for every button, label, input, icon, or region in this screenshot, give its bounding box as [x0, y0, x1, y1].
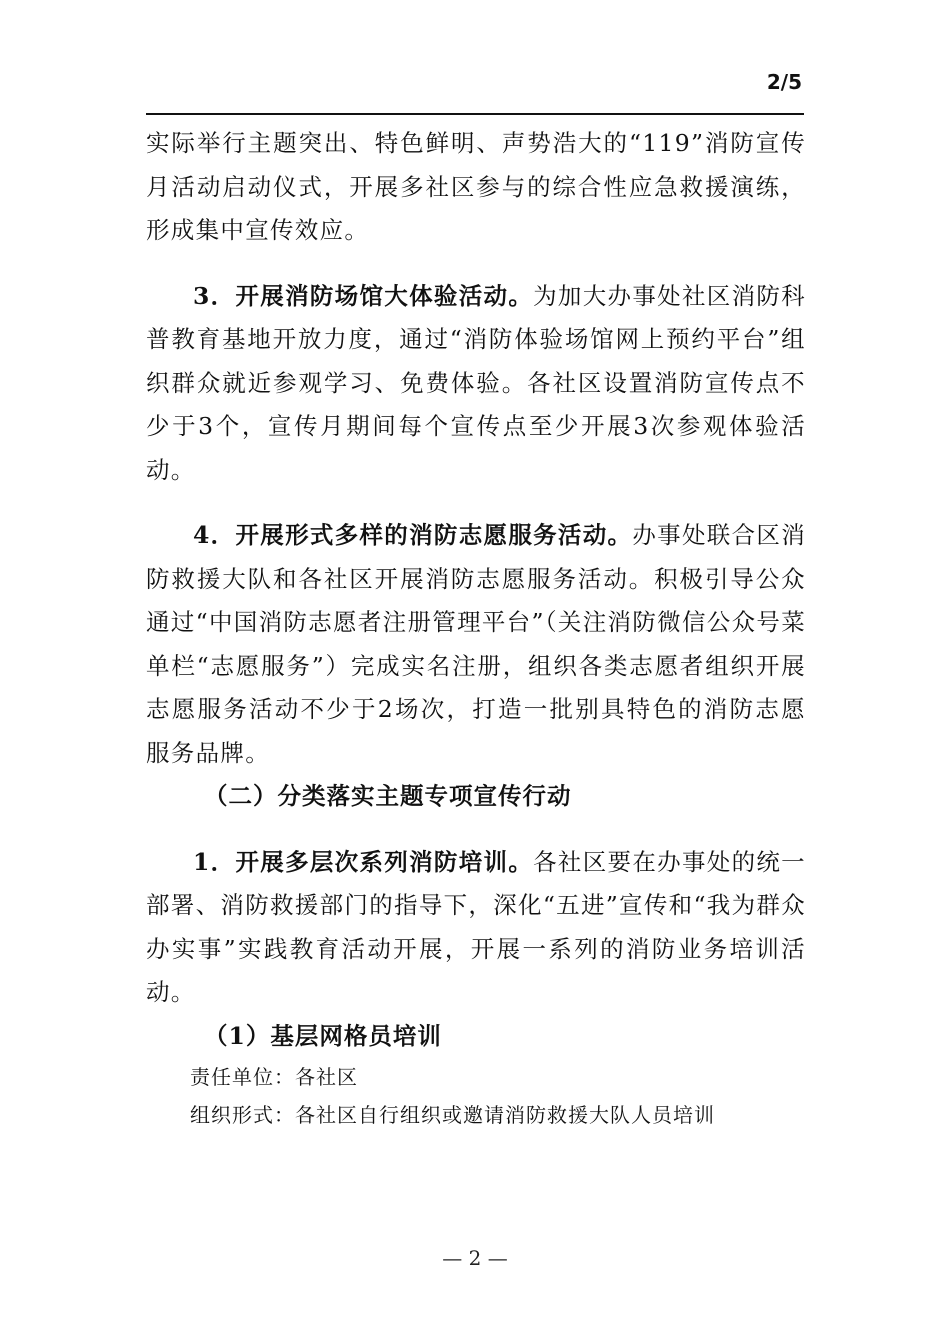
section-heading: （二）分类落实主题专项宣传行动: [204, 782, 572, 810]
paragraph-text: 为加大办事处社区消防科普教育基地开放力度，通过“消防体验场馆网上预约平台”组织群众就近参观学习、免费体验。各社区设置消防宣传点不少于3个，宣传月期间每个宣传点至少开展3次参观体验活动。: [146, 281, 806, 484]
paragraph-text: 各社区要在办事处的统一部署、消防救援部门的指导下，深化“五进”宣传和“我为群众办实事”实践教育活动开展，开展一系列的消防业务培训活动。: [146, 847, 806, 1006]
organization-form-line: 组织形式：各社区自行组织或邀请消防救援大队人员培训: [190, 1103, 715, 1127]
document-body: [146, 122, 806, 1134]
paragraph-continuation: 实际举行主题突出、特色鲜明、声势浩大的“119”消防宣传月活动启动仪式，开展多社区参与的综合性应急救援演练，形成集中宣传效应。: [146, 129, 806, 244]
header-rule: [146, 113, 804, 115]
responsible-unit-line: 责任单位：各社区: [190, 1065, 358, 1089]
subsection-heading: （1）基层网格员培训: [204, 1021, 442, 1050]
paragraph-title: 4．开展形式多样的消防志愿服务活动。: [193, 521, 633, 549]
paragraph-volunteer-service: [146, 514, 806, 775]
paragraph-training: [146, 841, 806, 1015]
page-number: — 2 —: [442, 1246, 508, 1270]
paragraph-venue-experience: [146, 275, 806, 493]
paragraph-title: 1．开展多层次系列消防培训。: [193, 847, 534, 876]
paragraph-title: 3．开展消防场馆大体验活动。: [193, 281, 534, 310]
page-indicator: 2/5: [766, 70, 802, 94]
paragraph-text: 办事处联合区消防救援大队和各社区开展消防志愿服务活动。积极引导公众通过“中国消防志愿者注册管理平台”（关注消防微信公众号菜单栏“志愿服务”）完成实名注册，组织各类志愿者组织开展志愿服务活动不少于2场次，打造一批别具特色的消防志愿服务品牌。: [146, 521, 806, 767]
